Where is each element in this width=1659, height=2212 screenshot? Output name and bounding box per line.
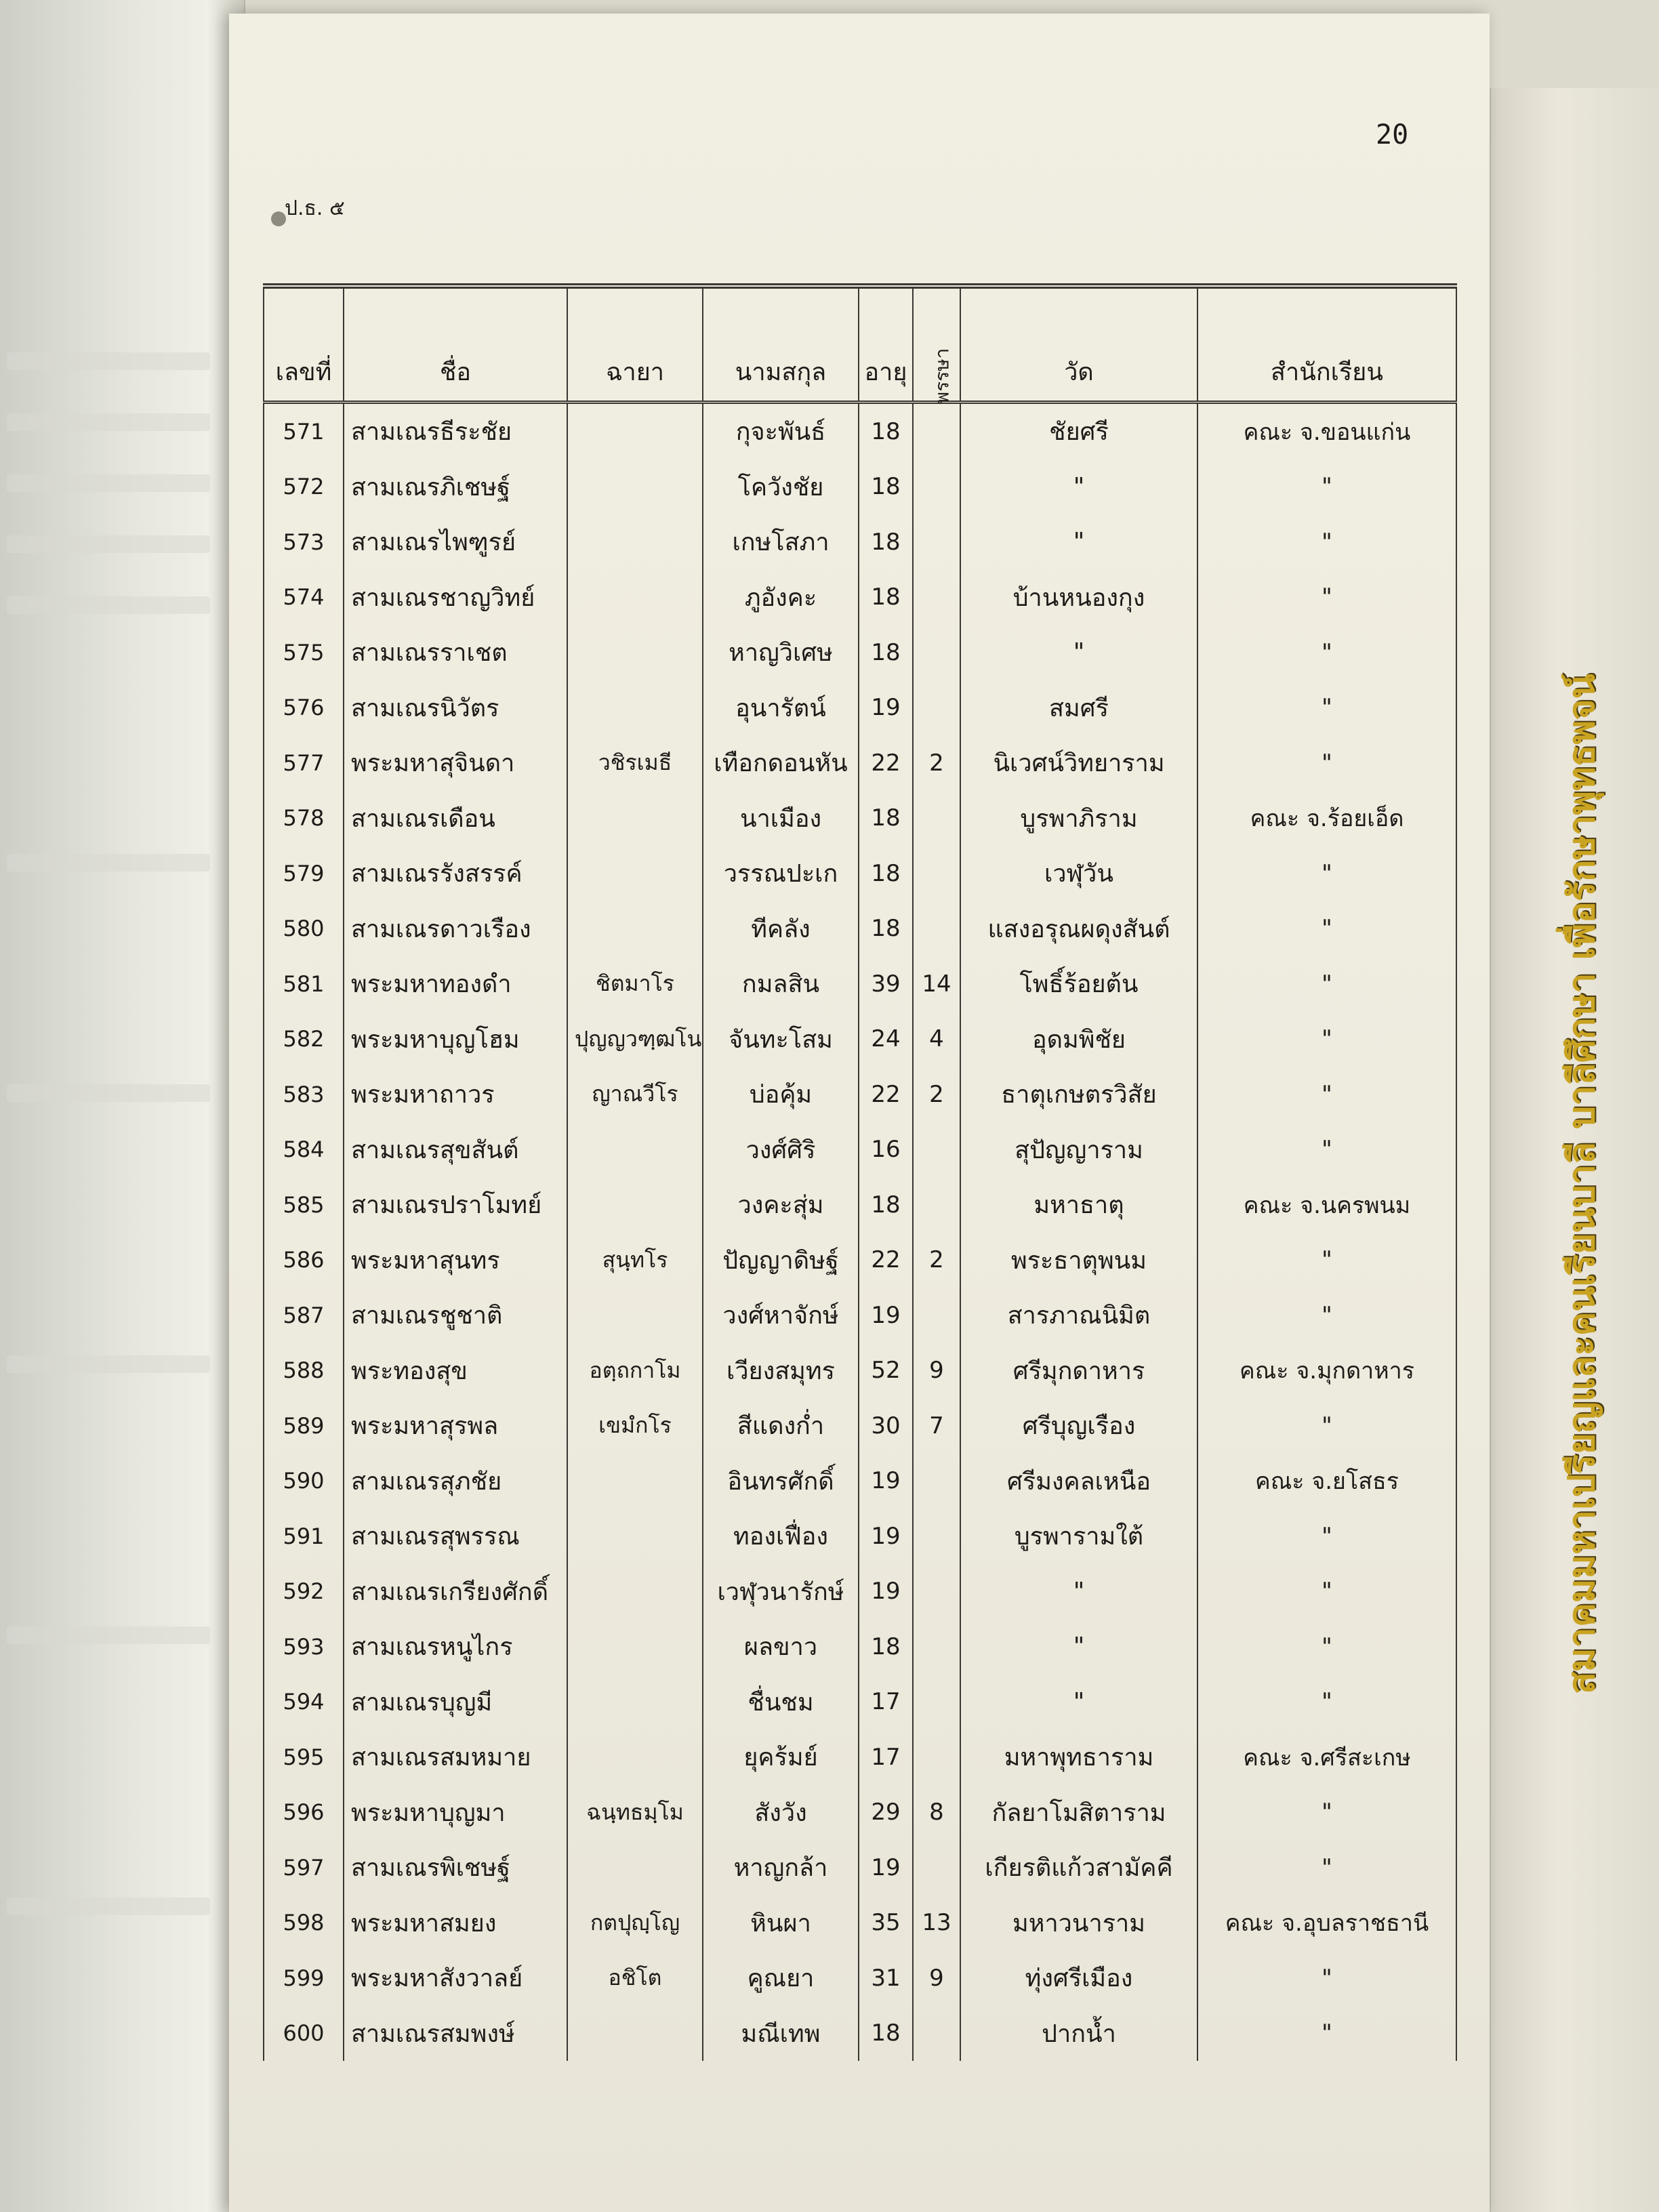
cell-title xyxy=(567,1454,703,1509)
cell-years xyxy=(913,1729,960,1785)
cell-age: 18 xyxy=(859,1619,913,1675)
cell-wat: เวฬุวัน xyxy=(960,846,1197,901)
table-row xyxy=(264,680,1456,736)
cell-age: 30 xyxy=(859,1398,913,1454)
cell-years: 4 xyxy=(913,1012,960,1067)
header-years xyxy=(913,286,960,403)
cell-surname: เกษโสภา xyxy=(703,514,859,570)
header-school: สำนักเรียน xyxy=(1197,286,1456,403)
faded-text-line xyxy=(7,596,210,614)
cell-school: " xyxy=(1197,901,1456,957)
cell-name: สามเณรไพฑูรย์ xyxy=(344,514,567,570)
cell-years xyxy=(913,459,960,515)
cell-years xyxy=(913,1288,960,1343)
cell-no: 598 xyxy=(264,1896,344,1951)
cell-age: 24 xyxy=(859,1012,913,1067)
cell-years: 13 xyxy=(913,1896,960,1951)
cell-title xyxy=(567,625,703,680)
cell-name: สามเณรสุภชัย xyxy=(344,1454,567,1509)
cell-wat: สุปัญญาราม xyxy=(960,1122,1197,1178)
table-row xyxy=(264,1012,1456,1067)
cell-title: ฉนฺทธมฺโม xyxy=(567,1785,703,1841)
cell-surname: ยุคร้มย์ xyxy=(703,1729,859,1785)
cell-no: 578 xyxy=(264,791,344,846)
cell-no: 591 xyxy=(264,1509,344,1564)
cell-title xyxy=(567,1509,703,1564)
cell-school: " xyxy=(1197,570,1456,626)
cell-title: ปุญญวฑฺฒโน xyxy=(567,1012,703,1067)
cell-age: 19 xyxy=(859,680,913,736)
table-row xyxy=(264,1564,1456,1620)
cell-age: 29 xyxy=(859,1785,913,1841)
cell-surname: เทือกดอนหัน xyxy=(703,735,859,791)
table-row xyxy=(264,459,1456,515)
cell-no: 593 xyxy=(264,1619,344,1675)
cell-school: คณะ จ.ขอนแก่น xyxy=(1197,403,1456,459)
cell-wat: มหาธาตุ xyxy=(960,1177,1197,1233)
cell-no: 592 xyxy=(264,1564,344,1620)
cell-surname: กมลสิน xyxy=(703,956,859,1012)
cell-title: อชิโต xyxy=(567,1950,703,2006)
cell-no: 584 xyxy=(264,1122,344,1178)
cell-wat: ศรีมงคลเหนือ xyxy=(960,1454,1197,1509)
table-row xyxy=(264,570,1456,626)
cell-age: 18 xyxy=(859,791,913,846)
cell-name: สามเณรสุพรรณ xyxy=(344,1509,567,1564)
cell-school: " xyxy=(1197,1398,1456,1454)
cell-wat: นิเวศน์วิทยาราม xyxy=(960,735,1197,791)
cell-no: 572 xyxy=(264,459,344,515)
cell-name: พระมหาบุญมา xyxy=(344,1785,567,1841)
cell-title xyxy=(567,846,703,901)
table-header-row xyxy=(264,286,1456,403)
cell-name: พระมหาสุนทร xyxy=(344,1233,567,1288)
cell-school: " xyxy=(1197,625,1456,680)
cell-surname: สังวัง xyxy=(703,1785,859,1841)
cell-surname: อินทรศักดิ์ xyxy=(703,1454,859,1509)
cell-name: สามเณรราเชต xyxy=(344,625,567,680)
cell-age: 18 xyxy=(859,625,913,680)
cell-school: " xyxy=(1197,1840,1456,1896)
cell-title xyxy=(567,1177,703,1233)
faded-text-line xyxy=(7,535,210,553)
cell-surname: มณีเทพ xyxy=(703,2006,859,2062)
cell-surname: หินผา xyxy=(703,1896,859,1951)
cell-age: 19 xyxy=(859,1564,913,1620)
cell-wat: สมศรี xyxy=(960,680,1197,736)
cell-years xyxy=(913,1564,960,1620)
cell-title xyxy=(567,403,703,459)
cell-wat: ศรีมุกดาหาร xyxy=(960,1343,1197,1399)
table-row xyxy=(264,1122,1456,1178)
table-row xyxy=(264,514,1456,570)
cell-wat: ทุ่งศรีเมือง xyxy=(960,1950,1197,2006)
cell-school: คณะ จ.ยโสธร xyxy=(1197,1454,1456,1509)
cell-wat: " xyxy=(960,1619,1197,1675)
cell-no: 596 xyxy=(264,1785,344,1841)
cell-surname: บ่อคุ้ม xyxy=(703,1067,859,1122)
cell-years xyxy=(913,680,960,736)
cell-wat: " xyxy=(960,625,1197,680)
cell-name: สามเณรนิวัตร xyxy=(344,680,567,736)
table-row xyxy=(264,1177,1456,1233)
cell-school: คณะ จ.ศรีสะเกษ xyxy=(1197,1729,1456,1785)
cell-age: 17 xyxy=(859,1675,913,1730)
cell-school: " xyxy=(1197,1067,1456,1122)
cell-name: พระมหาสุรพล xyxy=(344,1398,567,1454)
cell-title: สุนฺทโร xyxy=(567,1233,703,1288)
cell-age: 22 xyxy=(859,1067,913,1122)
cell-title xyxy=(567,1675,703,1730)
cell-years xyxy=(913,514,960,570)
cell-age: 16 xyxy=(859,1122,913,1178)
cell-surname: หาญกล้า xyxy=(703,1840,859,1896)
cell-age: 19 xyxy=(859,1288,913,1343)
cell-title xyxy=(567,901,703,957)
table-row xyxy=(264,2006,1456,2062)
cell-years xyxy=(913,1509,960,1564)
cell-name: สามเณรเกรียงศักดิ์ xyxy=(344,1564,567,1620)
cell-age: 17 xyxy=(859,1729,913,1785)
cell-school: " xyxy=(1197,1675,1456,1730)
cell-title: กตปุญฺโญ xyxy=(567,1896,703,1951)
cell-title: วชิรเมธี xyxy=(567,735,703,791)
cell-no: 579 xyxy=(264,846,344,901)
section-label: ป.ธ. ๕ xyxy=(285,197,345,220)
cell-age: 18 xyxy=(859,1177,913,1233)
faded-text-line xyxy=(7,854,210,872)
cell-surname: ทองเฟื่อง xyxy=(703,1509,859,1564)
cell-years xyxy=(913,1840,960,1896)
cell-title xyxy=(567,1840,703,1896)
cell-years xyxy=(913,1454,960,1509)
cell-years: 2 xyxy=(913,1233,960,1288)
cell-age: 35 xyxy=(859,1896,913,1951)
header-wat: วัด xyxy=(960,286,1197,403)
cell-wat: " xyxy=(960,1564,1197,1620)
cell-years: 14 xyxy=(913,956,960,1012)
cell-title xyxy=(567,1729,703,1785)
cell-no: 595 xyxy=(264,1729,344,1785)
faded-text-line xyxy=(7,1898,210,1915)
cell-age: 18 xyxy=(859,514,913,570)
cell-name: สามเณรชูชาติ xyxy=(344,1288,567,1343)
cell-years xyxy=(913,1177,960,1233)
cell-age: 31 xyxy=(859,1950,913,2006)
cell-name: สามเณรหนูไกร xyxy=(344,1619,567,1675)
cell-years xyxy=(913,403,960,459)
cell-years xyxy=(913,570,960,626)
cell-age: 22 xyxy=(859,1233,913,1288)
cell-title xyxy=(567,791,703,846)
cell-no: 582 xyxy=(264,1012,344,1067)
cell-no: 576 xyxy=(264,680,344,736)
cell-school: " xyxy=(1197,1619,1456,1675)
cell-name: สามเณรธีระชัย xyxy=(344,403,567,459)
cell-surname: วงคะสุ่ม xyxy=(703,1177,859,1233)
results-table-container xyxy=(263,283,1456,2061)
cell-school: " xyxy=(1197,1233,1456,1288)
cell-name: สามเณรดาวเรือง xyxy=(344,901,567,957)
cell-wat: อุดมพิชัย xyxy=(960,1012,1197,1067)
cell-no: 586 xyxy=(264,1233,344,1288)
cell-surname: ภูอังคะ xyxy=(703,570,859,626)
cell-wat: ธาตุเกษตรวิสัย xyxy=(960,1067,1197,1122)
cell-years: 2 xyxy=(913,735,960,791)
cell-wat: บูรพาภิราม xyxy=(960,791,1197,846)
cell-name: สามเณรรังสรรค์ xyxy=(344,846,567,901)
cell-school: คณะ จ.มุกดาหาร xyxy=(1197,1343,1456,1399)
cell-years xyxy=(913,901,960,957)
cell-school: คณะ จ.ร้อยเอ็ด xyxy=(1197,791,1456,846)
table-row xyxy=(264,735,1456,791)
header-title: ฉายา xyxy=(567,286,703,403)
cell-surname: วงศ์ศิริ xyxy=(703,1122,859,1178)
binding-hole xyxy=(271,211,286,226)
cell-surname: อุนารัตน์ xyxy=(703,680,859,736)
table-row xyxy=(264,625,1456,680)
cell-school: " xyxy=(1197,846,1456,901)
cell-school: " xyxy=(1197,1564,1456,1620)
table-row xyxy=(264,1067,1456,1122)
cell-years: 9 xyxy=(913,1950,960,2006)
cell-wat: พระธาตุพนม xyxy=(960,1233,1197,1288)
cell-wat: บูรพารามใต้ xyxy=(960,1509,1197,1564)
cell-years xyxy=(913,1675,960,1730)
cell-title xyxy=(567,680,703,736)
cell-name: พระมหาถาวร xyxy=(344,1067,567,1122)
cell-title xyxy=(567,1288,703,1343)
cell-name: สามเณรเดือน xyxy=(344,791,567,846)
cell-surname: ชื่นชม xyxy=(703,1675,859,1730)
cell-wat: มหาพุทธาราม xyxy=(960,1729,1197,1785)
cell-name: สามเณรสมหมาย xyxy=(344,1729,567,1785)
cell-name: สามเณรพิเชษฐ์ xyxy=(344,1840,567,1896)
cell-name: พระมหาสุจินดา xyxy=(344,735,567,791)
header-surname: นามสกุล xyxy=(703,286,859,403)
cell-age: 18 xyxy=(859,2006,913,2062)
cell-title xyxy=(567,2006,703,2062)
cell-title xyxy=(567,1619,703,1675)
table-row xyxy=(264,1398,1456,1454)
table-row xyxy=(264,1454,1456,1509)
table-row xyxy=(264,1509,1456,1564)
cell-name: พระมหาบุญโฮม xyxy=(344,1012,567,1067)
cell-years xyxy=(913,791,960,846)
cell-school: " xyxy=(1197,1012,1456,1067)
cell-years: 7 xyxy=(913,1398,960,1454)
cell-years: 2 xyxy=(913,1067,960,1122)
cell-surname: หาญวิเศษ xyxy=(703,625,859,680)
cell-name: สามเณรปราโมทย์ xyxy=(344,1177,567,1233)
cell-name: พระมหาสังวาลย์ xyxy=(344,1950,567,2006)
cell-wat: กัลยาโมสิตาราม xyxy=(960,1785,1197,1841)
cell-no: 597 xyxy=(264,1840,344,1896)
cell-title xyxy=(567,514,703,570)
cell-school: " xyxy=(1197,1950,1456,2006)
cell-wat: แสงอรุณผดุงสันต์ xyxy=(960,901,1197,957)
cell-wat: เกียรติแก้วสามัคคี xyxy=(960,1840,1197,1896)
cell-no: 588 xyxy=(264,1343,344,1399)
cell-surname: สีแดงก่ำ xyxy=(703,1398,859,1454)
cell-wat: " xyxy=(960,459,1197,515)
cell-surname: ปัญญาดิษฐ์ xyxy=(703,1233,859,1288)
cell-school: " xyxy=(1197,1288,1456,1343)
cell-no: 590 xyxy=(264,1454,344,1509)
table-row xyxy=(264,1343,1456,1399)
table-row xyxy=(264,1233,1456,1288)
cell-surname: วรรณปะเก xyxy=(703,846,859,901)
cell-name: สามเณรสุขสันต์ xyxy=(344,1122,567,1178)
faded-text-line xyxy=(7,1355,210,1373)
cell-title xyxy=(567,570,703,626)
cell-age: 39 xyxy=(859,956,913,1012)
table-row xyxy=(264,1896,1456,1951)
cell-surname: จันทะโสม xyxy=(703,1012,859,1067)
cell-name: สามเณรบุญมี xyxy=(344,1675,567,1730)
table-row xyxy=(264,901,1456,957)
cell-title xyxy=(567,1122,703,1178)
table-row xyxy=(264,791,1456,846)
cell-age: 19 xyxy=(859,1509,913,1564)
cell-wat: ศรีบุญเรือง xyxy=(960,1398,1197,1454)
faded-text-line xyxy=(7,1084,210,1102)
cell-no: 594 xyxy=(264,1675,344,1730)
cell-school: คณะ จ.นครพนม xyxy=(1197,1177,1456,1233)
cell-school: " xyxy=(1197,514,1456,570)
cell-years xyxy=(913,1122,960,1178)
cell-wat: โพธิ์ร้อยต้น xyxy=(960,956,1197,1012)
cell-school: " xyxy=(1197,735,1456,791)
cell-no: 577 xyxy=(264,735,344,791)
table-row xyxy=(264,1288,1456,1343)
cell-wat: บ้านหนองกุง xyxy=(960,570,1197,626)
table-row xyxy=(264,1840,1456,1896)
cell-surname: นาเมือง xyxy=(703,791,859,846)
cell-years: 8 xyxy=(913,1785,960,1841)
cell-age: 19 xyxy=(859,1454,913,1509)
cell-age: 18 xyxy=(859,846,913,901)
cell-age: 18 xyxy=(859,570,913,626)
cell-wat: มหาวนาราม xyxy=(960,1896,1197,1951)
cell-no: 599 xyxy=(264,1950,344,2006)
header-name: ชื่อ xyxy=(344,286,567,403)
cell-age: 18 xyxy=(859,459,913,515)
cell-wat: " xyxy=(960,1675,1197,1730)
cell-age: 52 xyxy=(859,1343,913,1399)
cell-wat: " xyxy=(960,514,1197,570)
cell-title xyxy=(567,459,703,515)
cell-school: " xyxy=(1197,956,1456,1012)
cell-school: " xyxy=(1197,459,1456,515)
cell-no: 571 xyxy=(264,403,344,459)
cell-school: " xyxy=(1197,1122,1456,1178)
cell-surname: เวฬุวนารักษ์ xyxy=(703,1564,859,1620)
cell-name: สามเณรภิเชษฐ์ xyxy=(344,459,567,515)
cell-name: พระมหาสมยง xyxy=(344,1896,567,1951)
cell-school: " xyxy=(1197,1785,1456,1841)
cell-no: 580 xyxy=(264,901,344,957)
cell-title: ญาณวีโร xyxy=(567,1067,703,1122)
cell-no: 589 xyxy=(264,1398,344,1454)
cell-age: 18 xyxy=(859,403,913,459)
cell-title: อตฺถกาโม xyxy=(567,1343,703,1399)
cell-age: 18 xyxy=(859,901,913,957)
left-page xyxy=(0,0,245,2212)
page-number: 20 xyxy=(1376,119,1409,150)
cell-no: 600 xyxy=(264,2006,344,2062)
cell-surname: เวียงสมุทร xyxy=(703,1343,859,1399)
table-row xyxy=(264,403,1456,459)
table-row xyxy=(264,1675,1456,1730)
cell-surname: ทีคลัง xyxy=(703,901,859,957)
cell-years xyxy=(913,1619,960,1675)
cell-name: พระทองสุข xyxy=(344,1343,567,1399)
header-no: เลขที่ xyxy=(264,286,344,403)
results-table xyxy=(263,283,1457,2061)
cell-surname: กุจะพันธ์ xyxy=(703,403,859,459)
cell-no: 585 xyxy=(264,1177,344,1233)
cell-surname: ผลขาว xyxy=(703,1619,859,1675)
cell-years xyxy=(913,846,960,901)
table-body xyxy=(264,403,1456,2062)
table-row xyxy=(264,1950,1456,2006)
cell-no: 573 xyxy=(264,514,344,570)
table-row xyxy=(264,956,1456,1012)
header-years-label: พรรษา xyxy=(930,348,954,405)
cell-age: 22 xyxy=(859,735,913,791)
cell-school: " xyxy=(1197,2006,1456,2062)
faded-text-line xyxy=(7,413,210,431)
cell-school: " xyxy=(1197,680,1456,736)
faded-text-line xyxy=(7,352,210,370)
cell-name: สามเณรชาญวิทย์ xyxy=(344,570,567,626)
table-row xyxy=(264,1785,1456,1841)
cell-surname: วงศ์หาจักษ์ xyxy=(703,1288,859,1343)
cell-title: ชิตมาโร xyxy=(567,956,703,1012)
cell-surname: โควังชัย xyxy=(703,459,859,515)
table-row xyxy=(264,1619,1456,1675)
cell-school: คณะ จ.อุบลราชธานี xyxy=(1197,1896,1456,1951)
cell-title xyxy=(567,1564,703,1620)
cell-years xyxy=(913,625,960,680)
cell-no: 575 xyxy=(264,625,344,680)
cell-no: 587 xyxy=(264,1288,344,1343)
cell-school: " xyxy=(1197,1509,1456,1564)
table-row xyxy=(264,846,1456,901)
cell-years: 9 xyxy=(913,1343,960,1399)
cell-name: พระมหาทองดำ xyxy=(344,956,567,1012)
table-row xyxy=(264,1729,1456,1785)
cell-wat: ปากน้ำ xyxy=(960,2006,1197,2062)
faded-text-line xyxy=(7,1626,210,1644)
cell-surname: คูณยา xyxy=(703,1950,859,2006)
watermark-text: สมาคมมหาเปรียญและคนเรียนบาลี บาลีศึกษา เพื่อรักษาพุทธพจน์ xyxy=(1560,674,1603,1694)
header-age: อายุ xyxy=(859,286,913,403)
faded-text-line xyxy=(7,474,210,492)
cell-no: 574 xyxy=(264,570,344,626)
cell-wat: สารภาณนิมิต xyxy=(960,1288,1197,1343)
cell-no: 581 xyxy=(264,956,344,1012)
cell-no: 583 xyxy=(264,1067,344,1122)
cell-name: สามเณรสมพงษ์ xyxy=(344,2006,567,2062)
cell-title: เขมํกโร xyxy=(567,1398,703,1454)
cell-age: 19 xyxy=(859,1840,913,1896)
cell-years xyxy=(913,2006,960,2062)
cell-wat: ชัยศรี xyxy=(960,403,1197,459)
